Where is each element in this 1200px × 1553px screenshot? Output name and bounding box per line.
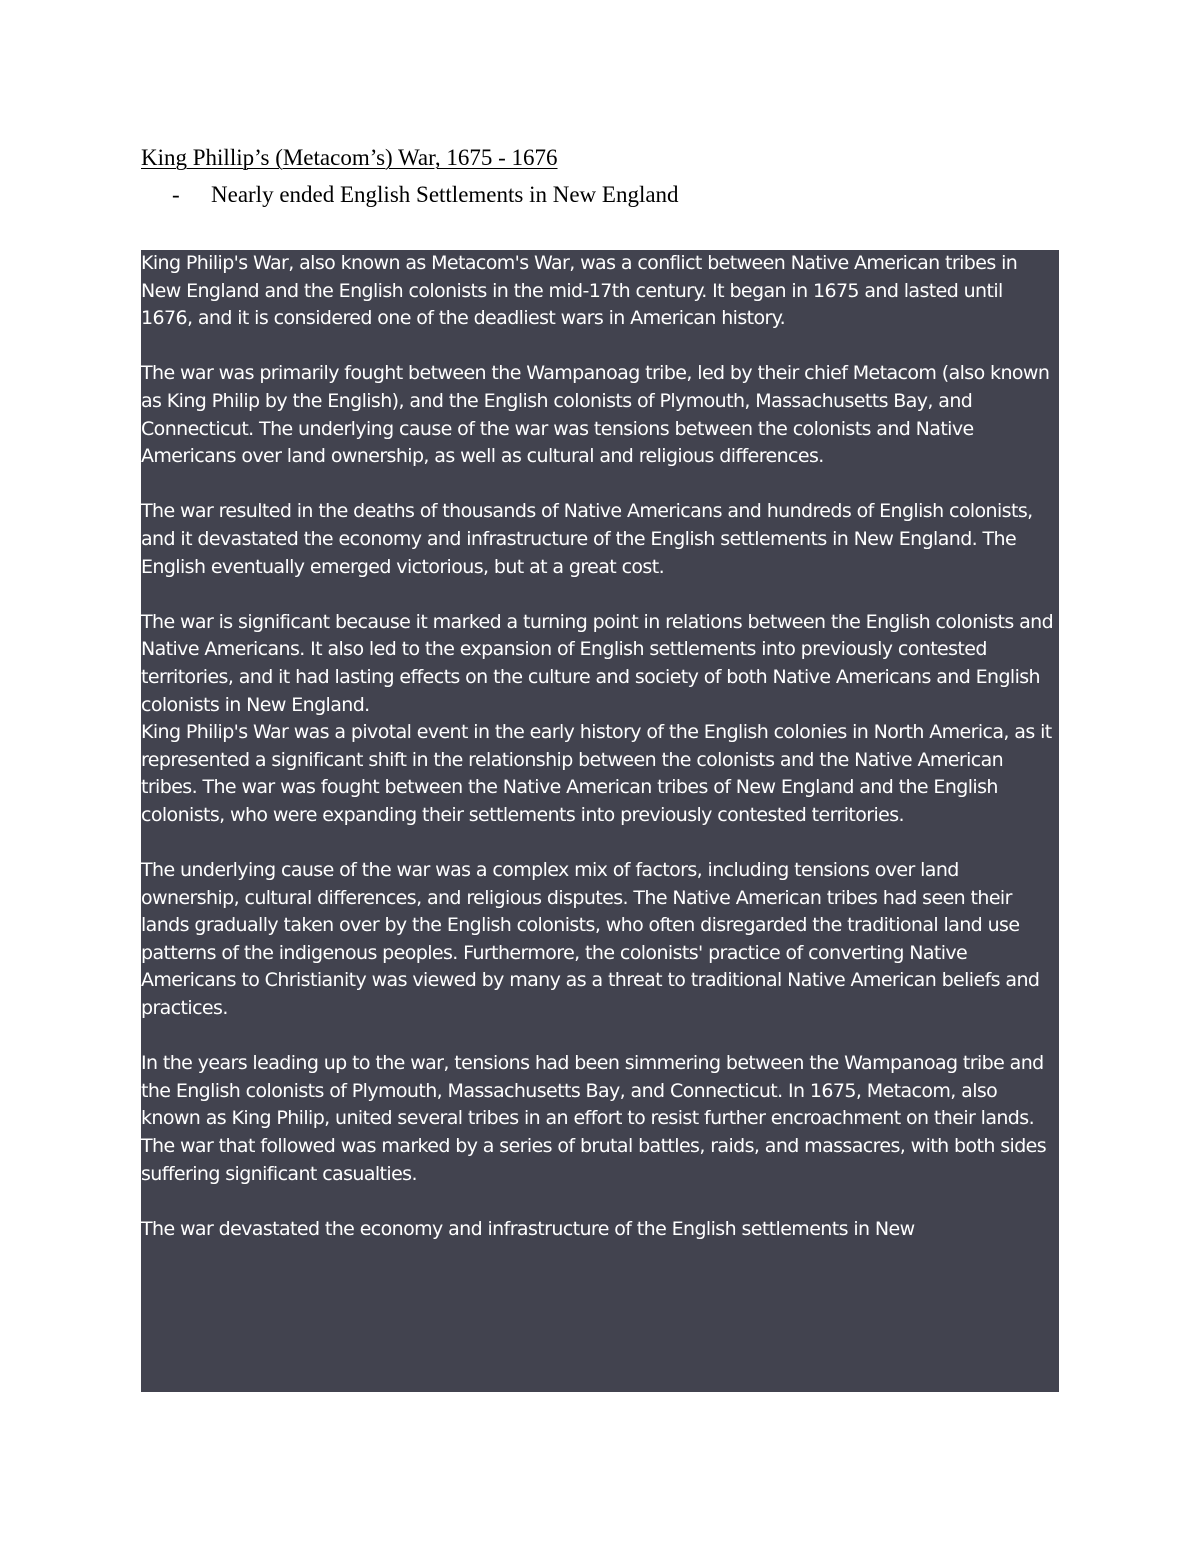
paragraph-8: The war devastated the economy and infrastructure of the English settlements in New — [141, 1217, 915, 1240]
paragraph-gap — [141, 1023, 1059, 1051]
bullet-text: Nearly ended English Settlements in New England — [211, 182, 679, 207]
paragraph-7: In the years leading up to the war, tensions had been simmering between the Wampanoag tribe and the English colonists of Plymouth, Massachusetts Bay, and Connecticut. In 1675, Metacom, also known as King Philip, united several tribes in an effort to resist further encroachment on their lands. The war that followed was marked by a series of brutal battles, raids, and massacres, with both sides suffering significant casualties. — [141, 1052, 1047, 1185]
paragraph-gap — [141, 1188, 1059, 1216]
paragraph-gap — [141, 471, 1059, 499]
paragraph-gap — [141, 581, 1059, 609]
paragraph-1: King Philip's War, also known as Metacom's War, was a conflict between Native American tribes in New England and the English colonists in the mid-17th century. It began in 1675 and lasted until 1676, and it is considered one of the deadliest wars in American history. — [141, 252, 1018, 330]
paragraph-6: The underlying cause of the war was a complex mix of factors, including tensions over land ownership, cultural differences, and religious disputes. The Native American tribes had seen their lands gradually taken over by the English colonists, who often disregarded the traditional land use patterns of the indigenous peoples. Furthermore, the colonists' practice of converting Native Americans to Christianity was viewed by many as a threat to traditional Native American beliefs and practices. — [141, 859, 1040, 1020]
paragraph-gap — [141, 829, 1059, 857]
highlighted-text-body — [141, 250, 1059, 1243]
paragraph-4: The war is significant because it marked a turning point in relations between the English colonists and Native Americans. It also led to the expansion of English settlements into previously contested territories, and it had lasting effects on the culture and society of both Native Americans and English colonists in New England. — [141, 610, 1054, 716]
bullet-list — [172, 180, 679, 210]
bullet-marker: - — [172, 182, 180, 207]
paragraph-2: The war was primarily fought between the Wampanoag tribe, led by their chief Metacom (also known as King Philip by the English), and the English colonists of Plymouth, Massachusetts Bay, and Connecticut. The underlying cause of the war was tensions between the colonists and Native Americans over land ownership, as well as cultural and religious differences. — [141, 362, 1050, 468]
paragraph-3: The war resulted in the deaths of thousands of Native Americans and hundreds of English colonists, and it devastated the economy and infrastructure of the English settlements in New England. The English eventually emerged victorious, but at a great cost. — [141, 500, 1033, 578]
highlighted-text-block — [141, 250, 1059, 1392]
document-title: King Phillip’s (Metacom’s) War, 1675 - 1676 — [141, 145, 558, 170]
bullet-item — [172, 180, 679, 210]
paragraph-5: King Philip's War was a pivotal event in the early history of the English colonies in North America, as it represented a significant shift in the relationship between the colonists and the Native American tribes. The war was fought between the Native American tribes of New England and the English colonists, who were expanding their settlements into previously contested territories. — [141, 721, 1052, 826]
paragraph-gap — [141, 333, 1059, 361]
